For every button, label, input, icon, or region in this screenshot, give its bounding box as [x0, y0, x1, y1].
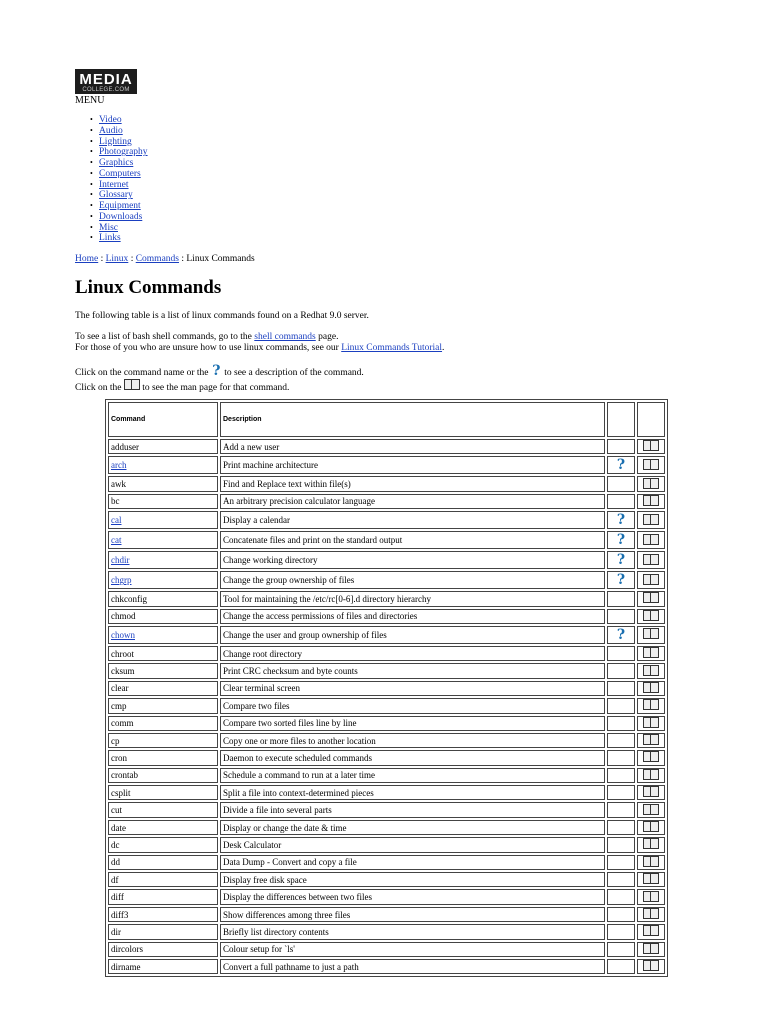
menu-link-internet[interactable]: Internet [99, 179, 129, 190]
description-cell: Display a calendar [220, 511, 605, 529]
menu-item-glossary [90, 190, 148, 201]
command-cell [108, 855, 218, 870]
book-icon[interactable] [643, 821, 659, 832]
command-name: cron [111, 752, 127, 763]
linux-commands-tutorial-link[interactable]: Linux Commands Tutorial [341, 343, 443, 353]
question-mark-icon[interactable]: ? [616, 457, 626, 474]
help-cell [607, 820, 635, 835]
command-name: chroot [111, 648, 134, 659]
book-icon[interactable] [643, 495, 659, 506]
description-cell: Find and Replace text within file(s) [220, 476, 605, 491]
question-mark-icon: ? [212, 363, 221, 379]
command-cell [108, 924, 218, 939]
help-cell [607, 531, 635, 549]
help-cell [607, 551, 635, 569]
breadcrumb-separator: : [128, 254, 136, 264]
description-cell: Change the user and group ownership of files [220, 626, 605, 644]
book-icon[interactable] [643, 734, 659, 745]
description-cell: Change the access permissions of files and directories [220, 609, 605, 624]
menu-link-audio[interactable]: Audio [99, 125, 123, 136]
table-row [108, 802, 665, 817]
help-cell [607, 872, 635, 887]
menu-item-audio [90, 126, 148, 137]
help-cell [607, 889, 635, 904]
help-cell [607, 733, 635, 748]
breadcrumb-separator: : [98, 254, 106, 264]
command-name: dc [111, 839, 120, 850]
command-cell [108, 785, 218, 800]
command-link[interactable]: cat [111, 535, 122, 546]
manpage-cell [637, 591, 665, 606]
help-cell [607, 681, 635, 696]
logo-text-top: MEDIA [79, 71, 133, 88]
command-name: diff [111, 892, 124, 903]
command-cell [108, 889, 218, 904]
command-cell [108, 646, 218, 661]
command-name: bc [111, 496, 120, 507]
manpage-cell [637, 785, 665, 800]
help-cell [607, 716, 635, 731]
help-cell [607, 907, 635, 922]
help-cell [607, 924, 635, 939]
intro-line-tutorial [75, 343, 444, 353]
command-cell [108, 716, 218, 731]
description-cell: Split a file into context-determined pieces [220, 785, 605, 800]
question-mark-icon[interactable]: ? [616, 552, 626, 569]
book-icon[interactable] [643, 856, 659, 867]
command-name: dd [111, 857, 120, 868]
book-icon[interactable] [643, 459, 659, 470]
table-row [108, 750, 665, 765]
command-cell [108, 476, 218, 491]
description-cell: Copy one or more files to another location [220, 733, 605, 748]
menu-item-downloads [90, 212, 148, 223]
command-cell [108, 872, 218, 887]
command-cell [108, 663, 218, 678]
table-row [108, 785, 665, 800]
help-cell [607, 768, 635, 783]
manpage-cell [637, 531, 665, 549]
table-row [108, 872, 665, 887]
table-row [108, 571, 665, 589]
command-link[interactable]: chown [111, 629, 135, 640]
manpage-cell [637, 907, 665, 922]
command-cell [108, 959, 218, 974]
menu-item-links [90, 233, 148, 244]
manpage-cell [637, 439, 665, 454]
manpage-cell [637, 750, 665, 765]
table-row [108, 456, 665, 474]
manpage-cell [637, 571, 665, 589]
description-cell: Display or change the date & time [220, 820, 605, 835]
intro-text: Click on the [75, 383, 124, 393]
menu-item-computers [90, 169, 148, 180]
command-cell [108, 609, 218, 624]
description-cell: Desk Calculator [220, 837, 605, 852]
description-cell: Clear terminal screen [220, 681, 605, 696]
help-cell [607, 511, 635, 529]
description-cell: Tool for maintaining the /etc/rc[0-6].d directory hierarchy [220, 591, 605, 606]
description-cell: Data Dump - Convert and copy a file [220, 855, 605, 870]
book-icon[interactable] [643, 554, 659, 565]
help-cell [607, 698, 635, 713]
book-icon[interactable] [643, 925, 659, 936]
command-cell [108, 820, 218, 835]
table-row [108, 837, 665, 852]
manpage-cell [637, 494, 665, 509]
menu-item-misc [90, 223, 148, 234]
command-cell [108, 698, 218, 713]
command-cell [108, 733, 218, 748]
menu-item-equipment [90, 201, 148, 212]
help-cell [607, 942, 635, 957]
table-row [108, 716, 665, 731]
table-row [108, 626, 665, 644]
breadcrumb-current: Linux Commands [186, 254, 255, 264]
intro-line-question [75, 363, 364, 379]
description-cell: Add a new user [220, 439, 605, 454]
book-icon[interactable] [643, 804, 659, 815]
menu-link-misc[interactable]: Misc [99, 222, 118, 233]
table-row [108, 439, 665, 454]
command-cell [108, 439, 218, 454]
book-icon[interactable] [643, 628, 659, 639]
help-cell [607, 476, 635, 491]
header-description: Description [220, 402, 605, 437]
manpage-cell [637, 733, 665, 748]
intro-text: . [442, 343, 445, 353]
manpage-cell [637, 889, 665, 904]
intro-line-table: The following table is a list of linux commands found on a Redhat 9.0 server. [75, 311, 369, 321]
command-cell [108, 511, 218, 529]
description-cell: Colour setup for `ls' [220, 942, 605, 957]
book-icon[interactable] [643, 440, 659, 451]
command-name: df [111, 874, 119, 885]
command-cell [108, 531, 218, 549]
book-icon[interactable] [643, 534, 659, 545]
question-mark-icon[interactable]: ? [616, 572, 626, 589]
command-link[interactable]: cal [111, 515, 122, 526]
menu-link-computers[interactable]: Computers [99, 168, 141, 179]
book-icon[interactable] [643, 786, 659, 797]
menu-item-graphics [90, 158, 148, 169]
table-row [108, 511, 665, 529]
manpage-cell [637, 924, 665, 939]
book-icon [124, 379, 140, 390]
table-row [108, 924, 665, 939]
table-row [108, 646, 665, 661]
description-cell: Daemon to execute scheduled commands [220, 750, 605, 765]
command-cell [108, 907, 218, 922]
help-cell [607, 456, 635, 474]
header-command: Command [108, 402, 218, 437]
breadcrumb-linux[interactable]: Linux [105, 254, 129, 264]
table-row [108, 681, 665, 696]
command-name: comm [111, 718, 134, 729]
intro-text: Click on the command name or the [75, 368, 211, 378]
help-cell [607, 626, 635, 644]
help-cell [607, 439, 635, 454]
manpage-cell [637, 802, 665, 817]
page-title: Linux Commands [75, 277, 222, 298]
command-name: cp [111, 735, 120, 746]
command-name: diff3 [111, 909, 129, 920]
command-name: chkconfig [111, 593, 147, 604]
description-cell: An arbitrary precision calculator language [220, 494, 605, 509]
command-name: adduser [111, 441, 139, 452]
intro-text: to see a description of the command. [221, 368, 364, 378]
book-icon[interactable] [643, 960, 659, 971]
manpage-cell [637, 698, 665, 713]
table-row [108, 889, 665, 904]
book-icon[interactable] [643, 478, 659, 489]
manpage-cell [637, 942, 665, 957]
command-name: cksum [111, 666, 135, 677]
command-cell [108, 768, 218, 783]
menu-link-photography[interactable]: Photography [99, 147, 148, 158]
manpage-cell [637, 681, 665, 696]
book-icon[interactable] [643, 873, 659, 884]
help-cell [607, 785, 635, 800]
help-cell [607, 802, 635, 817]
book-icon[interactable] [643, 891, 659, 902]
book-icon[interactable] [643, 717, 659, 728]
description-cell: Divide a file into several parts [220, 802, 605, 817]
table-row [108, 907, 665, 922]
manpage-cell [637, 626, 665, 644]
table-row [108, 959, 665, 974]
header-manpage [637, 402, 665, 437]
help-cell [607, 750, 635, 765]
command-cell [108, 802, 218, 817]
help-cell [607, 609, 635, 624]
command-cell [108, 551, 218, 569]
table-row [108, 551, 665, 569]
command-link[interactable]: arch [111, 460, 127, 471]
description-cell: Print CRC checksum and byte counts [220, 663, 605, 678]
book-icon[interactable] [643, 610, 659, 621]
menu-link-downloads[interactable]: Downloads [99, 211, 143, 222]
command-cell [108, 837, 218, 852]
manpage-cell [637, 820, 665, 835]
command-link[interactable]: chgrp [111, 575, 132, 586]
description-cell: Compare two files [220, 698, 605, 713]
manpage-cell [637, 663, 665, 678]
shell-commands-link[interactable]: shell commands [254, 332, 316, 342]
description-cell: Compare two sorted files line by line [220, 716, 605, 731]
breadcrumb-separator: : [178, 254, 187, 264]
command-name: crontab [111, 770, 138, 781]
question-mark-icon[interactable]: ? [616, 512, 626, 529]
help-cell [607, 855, 635, 870]
command-cell [108, 626, 218, 644]
menu-item-photography [90, 147, 148, 158]
description-cell: Concatenate files and print on the standard output [220, 531, 605, 549]
command-cell [108, 750, 218, 765]
menu-item-lighting [90, 137, 148, 148]
command-name: chmod [111, 611, 136, 622]
description-cell: Show differences among three files [220, 907, 605, 922]
table-row [108, 768, 665, 783]
table-row [108, 820, 665, 835]
intro-text: To see a list of bash shell commands, go to the [75, 332, 255, 342]
manpage-cell [637, 837, 665, 852]
menu-label: MENU [75, 95, 105, 106]
command-name: awk [111, 479, 126, 490]
book-icon[interactable] [643, 514, 659, 525]
table-row [108, 609, 665, 624]
menu-link-equipment[interactable]: Equipment [99, 201, 141, 211]
table-row [108, 476, 665, 491]
book-icon[interactable] [643, 943, 659, 954]
table-row [108, 591, 665, 606]
command-name: dircolors [111, 944, 143, 955]
manpage-cell [637, 646, 665, 661]
media-college-logo[interactable] [75, 69, 137, 94]
manpage-cell [637, 511, 665, 529]
manpage-cell [637, 551, 665, 569]
help-cell [607, 959, 635, 974]
book-icon[interactable] [643, 592, 659, 603]
description-cell: Schedule a command to run at a later time [220, 768, 605, 783]
book-icon[interactable] [643, 908, 659, 919]
help-cell [607, 591, 635, 606]
intro-line-manpage [75, 379, 289, 393]
manpage-cell [637, 716, 665, 731]
intro-text: page. [315, 332, 339, 342]
command-name: cut [111, 805, 122, 816]
command-cell [108, 571, 218, 589]
table-row [108, 663, 665, 678]
command-cell [108, 591, 218, 606]
help-cell [607, 646, 635, 661]
manpage-cell [637, 768, 665, 783]
description-cell: Change the group ownership of files [220, 571, 605, 589]
command-link[interactable]: chdir [111, 555, 130, 566]
command-name: csplit [111, 787, 131, 798]
description-cell: Print machine architecture [220, 456, 605, 474]
command-name: clear [111, 683, 129, 694]
intro-line-shell [75, 332, 338, 342]
book-icon[interactable] [643, 665, 659, 676]
manpage-cell [637, 959, 665, 974]
manpage-cell [637, 872, 665, 887]
help-cell [607, 494, 635, 509]
commands-table [105, 399, 668, 977]
menu-item-video [90, 115, 148, 126]
table-row [108, 698, 665, 713]
table-header-row [108, 402, 665, 437]
manpage-cell [637, 855, 665, 870]
book-icon[interactable] [643, 699, 659, 710]
intro-text: to see the man page for that command. [139, 383, 290, 393]
command-name: date [111, 822, 126, 833]
command-cell [108, 494, 218, 509]
description-cell: Display free disk space [220, 872, 605, 887]
logo-text-bottom: COLLEGE.COM [82, 87, 130, 93]
question-mark-icon[interactable]: ? [616, 532, 626, 549]
breadcrumb [75, 254, 255, 264]
book-icon[interactable] [643, 574, 659, 585]
command-name: dir [111, 926, 121, 937]
table-row [108, 494, 665, 509]
manpage-cell [637, 456, 665, 474]
table-row [108, 733, 665, 748]
command-cell [108, 942, 218, 957]
description-cell: Change working directory [220, 551, 605, 569]
table-row [108, 942, 665, 957]
menu-link-links[interactable]: Links [99, 233, 121, 244]
main-menu [90, 115, 148, 244]
question-mark-icon[interactable]: ? [616, 626, 626, 643]
header-help [607, 402, 635, 437]
breadcrumb-home[interactable]: Home [75, 254, 99, 264]
help-cell [607, 571, 635, 589]
menu-link-video[interactable]: Video [99, 115, 122, 125]
intro-text: For those of you who are unsure how to use linux commands, see our [75, 343, 342, 353]
breadcrumb-commands[interactable]: Commands [135, 254, 179, 264]
description-cell: Briefly list directory contents [220, 924, 605, 939]
menu-link-graphics[interactable]: Graphics [99, 158, 134, 168]
description-cell: Convert a full pathname to just a path [220, 959, 605, 974]
manpage-cell [637, 476, 665, 491]
menu-link-lighting[interactable]: Lighting [99, 136, 132, 147]
command-name: cmp [111, 700, 127, 711]
book-icon[interactable] [643, 838, 659, 849]
book-icon[interactable] [643, 769, 659, 780]
menu-item-internet [90, 180, 148, 191]
manpage-cell [637, 609, 665, 624]
command-cell [108, 681, 218, 696]
book-icon[interactable] [643, 647, 659, 658]
book-icon[interactable] [643, 682, 659, 693]
description-cell: Change root directory [220, 646, 605, 661]
description-cell: Display the differences between two files [220, 889, 605, 904]
table-row [108, 855, 665, 870]
command-cell [108, 456, 218, 474]
help-cell [607, 837, 635, 852]
menu-link-glossary[interactable]: Glossary [99, 190, 133, 201]
command-name: dirname [111, 961, 141, 972]
help-cell [607, 663, 635, 678]
table-row [108, 531, 665, 549]
book-icon[interactable] [643, 751, 659, 762]
